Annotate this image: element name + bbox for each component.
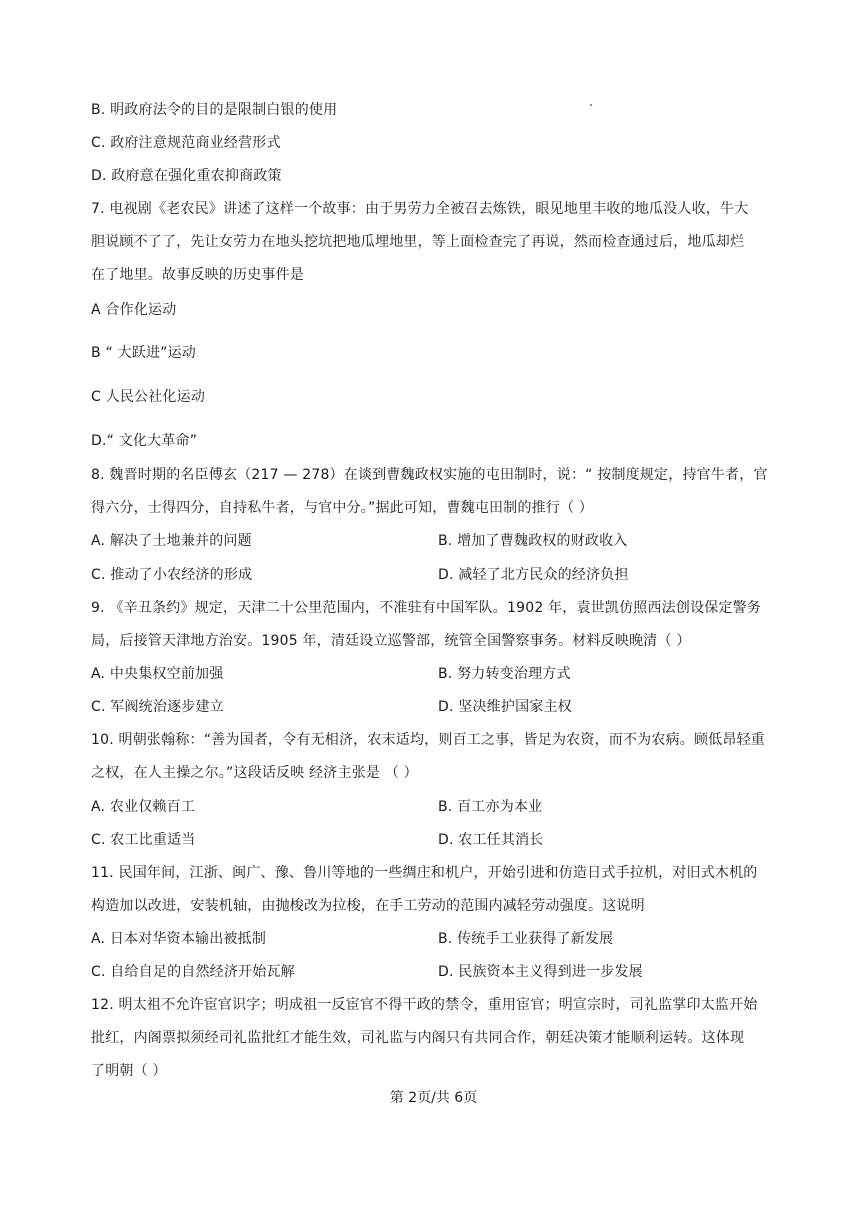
q8-option-d: D. 减轻了北方民众的经济负担 — [438, 567, 629, 583]
q11-stem-line-1: 11. 民国年间，江浙、闽广、豫、鲁川等地的一些绸庄和机户，开始引进和仿造日式手拉机，对旧式木机的 — [91, 865, 758, 881]
q7-option-c: C 人民公社化运动 — [91, 389, 206, 405]
q6-option-c: C. 政府注意规范商业经营形式 — [91, 135, 281, 151]
q11-option-b: B. 传统手工业获得了新发展 — [438, 931, 614, 947]
q9-option-a: A. 中央集权空前加强 — [91, 666, 224, 682]
q10-option-d: D. 农工任其消长 — [438, 832, 544, 848]
q8-stem-line-2: 得六分，士得四分，自持私牛者，与官中分。”据此可知，曹魏屯田制的推行（ ） — [91, 500, 594, 516]
q7-option-b: B “ 大跃进”运动 — [91, 345, 197, 361]
q6-option-d: D. 政府意在强化重农抑商政策 — [91, 168, 282, 184]
q10-stem-line-1: 10. 明朝张翰称：“善为国者，令有无相济，农末适均，则百工之事，皆足为农资，而不为农病。顾低昂轻重 — [91, 732, 765, 748]
q7-option-a: A 合作化运动 — [91, 302, 177, 318]
q11-option-c: C. 自给自足的自然经济开始瓦解 — [91, 964, 295, 980]
q8-stem-line-1: 8. 魏晋时期的名臣傅玄（217 — 278）在谈到曹魏政权实施的屯田制时，说：“ 按制度规定，持官牛者，官 — [91, 467, 768, 483]
page-number-footer: 第 2页/共 6页 — [389, 1090, 478, 1106]
q9-option-b: B. 努力转变治理方式 — [438, 666, 571, 682]
q11-stem-line-2: 构造加以改进，安装机轴，由抛梭改为拉梭，在手工劳动的范围内减轻劳动强度。这说明 — [91, 898, 645, 914]
q8-option-c: C. 推动了小农经济的形成 — [91, 567, 253, 583]
q9-option-d: D. 坚决维护国家主权 — [438, 699, 572, 715]
q12-stem-line-1: 12. 明太祖不允许宦官识字；明成祖一反宦官不得干政的禁令，重用宦官；明宣宗时，司礼监掌印太监开始 — [91, 997, 758, 1013]
q12-stem-line-3: 了明朝（ ） — [91, 1063, 167, 1079]
q12-stem-line-2: 批红，内阁票拟须经司礼监批红才能生效，司礼监与内阁只有共同合作，朝廷决策才能顺利运转。这体现 — [91, 1030, 745, 1046]
q10-option-a: A. 农业仅赖百工 — [91, 799, 196, 815]
q8-option-b: B. 增加了曹魏政权的财政收入 — [438, 533, 628, 549]
q10-option-b: B. 百工亦为本业 — [438, 799, 543, 815]
q9-stem-line-1: 9. 《辛丑条约》规定，天津二十公里范围内，不准驻有中国军队。1902 年，袁世凯仿照西法创设保定警务 — [91, 600, 762, 616]
q6-option-b: B. 明政府法令的目的是限制白银的使用 — [91, 102, 338, 118]
q10-stem-line-2: 之权，在人主操之尔。”这段话反映 经济主张是 （ ） — [91, 765, 418, 781]
q9-stem-line-2: 局，后接管天津地方治安。1905 年，清廷设立巡警部，统管全国警察事务。材料反映晚清（ ） — [91, 633, 691, 649]
q7-stem-line-3: 在了地里。故事反映的历史事件是 — [91, 267, 304, 283]
q7-stem-line-1: 7. 电视剧《老农民》讲述了这样一个故事：由于男劳力全被召去炼铁，眼见地里丰收的地瓜没人收，牛大 — [91, 201, 749, 217]
speck-mark — [590, 104, 592, 106]
q9-option-c: C. 军阀统治逐步建立 — [91, 699, 224, 715]
q8-option-a: A. 解决了土地兼并的问题 — [91, 533, 252, 549]
q10-option-c: C. 农工比重适当 — [91, 832, 196, 848]
q7-stem-line-2: 胆说顾不了了，先让女劳力在地头挖坑把地瓜埋地里，等上面检查完了再说，然而检查通过后，地瓜却烂 — [91, 234, 745, 250]
q11-option-a: A. 日本对华资本输出被抵制 — [91, 931, 267, 947]
q11-option-d: D. 民族资本主义得到进一步发展 — [438, 964, 643, 980]
q7-option-d: D.“ 文化大革命” — [91, 433, 198, 449]
